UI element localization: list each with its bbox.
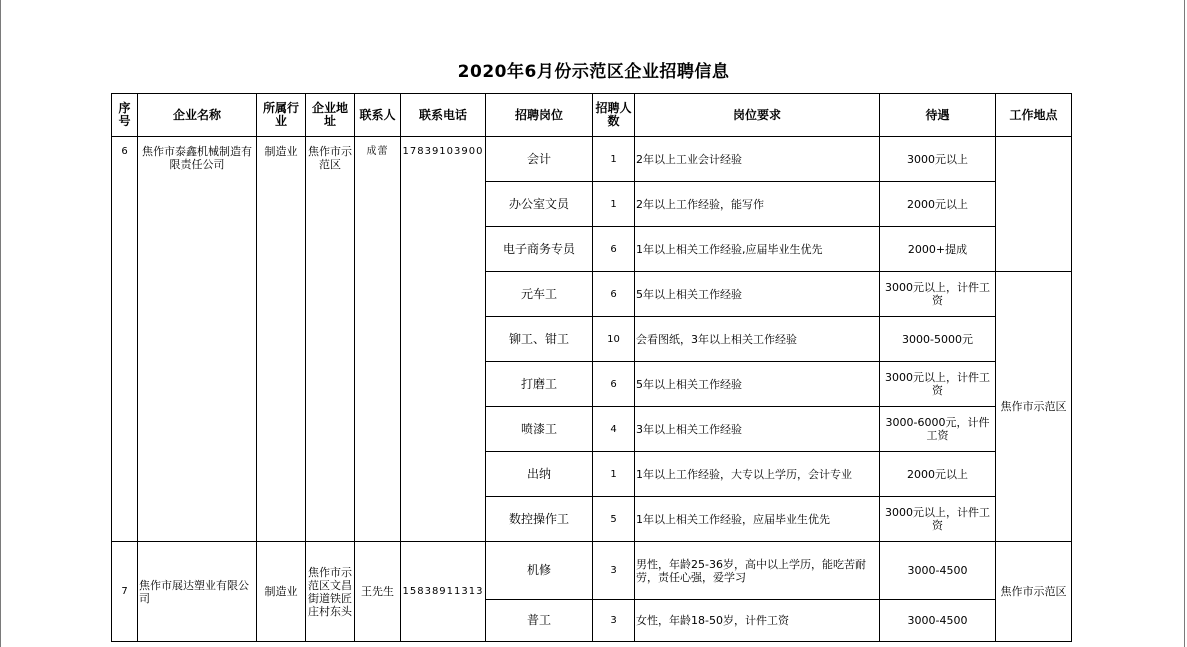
job-requirement: 3年以上相关工作经验 [635,407,880,452]
job-requirement: 2年以上工业会计经验 [635,137,880,182]
company1-location-blank [996,137,1072,272]
header-seq: 序号 [112,94,138,137]
job-count: 10 [593,317,635,362]
company1-contact: 成蕾 [355,137,401,542]
job-position: 铆工、钳工 [486,317,593,362]
job-salary: 3000-5000元 [880,317,996,362]
job-requirement: 会看图纸，3年以上相关工作经验 [635,317,880,362]
company1-location: 焦作市示范区 [996,272,1072,542]
company1-phone: 17839103900 [401,137,486,542]
job-requirement: 2年以上工作经验，能写作 [635,182,880,227]
job-salary: 3000-4500 [880,600,996,642]
job-salary: 2000+提成 [880,227,996,272]
header-position: 招聘岗位 [486,94,593,137]
company1-industry: 制造业 [257,137,306,542]
company1-seq: 6 [112,137,138,542]
job-requirement: 5年以上相关工作经验 [635,362,880,407]
job-count: 6 [593,362,635,407]
job-requirement: 男性，年龄25-36岁，高中以上学历，能吃苦耐劳，责任心强，爱学习 [635,542,880,600]
company2-location: 焦作市示范区 [996,542,1072,642]
job-requirement: 1年以上相关工作经验,应届毕业生优先 [635,227,880,272]
header-row [112,94,1072,137]
header-address: 企业地址 [306,94,355,137]
table-row [112,542,1072,600]
job-count: 1 [593,452,635,497]
header-industry: 所属行业 [257,94,306,137]
job-salary: 3000元以上 [880,137,996,182]
company2-contact: 王先生 [355,542,401,642]
job-salary: 3000元以上，计件工资 [880,362,996,407]
frame-left-border [0,0,1,647]
frame-right-border [1184,0,1185,647]
job-salary: 2000元以上 [880,182,996,227]
company2-phone: 15838911313 [401,542,486,642]
job-position: 机修 [486,542,593,600]
job-count: 5 [593,497,635,542]
page-title: 2020年6月份示范区企业招聘信息 [457,62,730,82]
job-position: 数控操作工 [486,497,593,542]
job-position: 元车工 [486,272,593,317]
company2-address: 焦作市示范区文昌街道铁匠庄村东头 [306,542,355,642]
header-phone: 联系电话 [401,94,486,137]
job-salary: 3000-4500 [880,542,996,600]
job-count: 1 [593,137,635,182]
job-position: 会计 [486,137,593,182]
job-requirement: 5年以上相关工作经验 [635,272,880,317]
job-salary: 3000元以上，计件工资 [880,272,996,317]
job-salary: 2000元以上 [880,452,996,497]
company1-address: 焦作市示范区 [306,137,355,542]
header-company: 企业名称 [138,94,257,137]
job-requirement: 女性，年龄18-50岁，计件工资 [635,600,880,642]
header-count: 招聘人数 [593,94,635,137]
job-position: 喷漆工 [486,407,593,452]
header-contact: 联系人 [355,94,401,137]
company2-industry: 制造业 [257,542,306,642]
job-position: 打磨工 [486,362,593,407]
job-position: 出纳 [486,452,593,497]
job-position: 办公室文员 [486,182,593,227]
job-count: 6 [593,227,635,272]
header-salary: 待遇 [880,94,996,137]
job-position: 电子商务专员 [486,227,593,272]
job-position: 普工 [486,600,593,642]
company2-seq: 7 [112,542,138,642]
header-location: 工作地点 [996,94,1072,137]
company2-name: 焦作市展达塑业有限公司 [138,542,257,642]
job-count: 6 [593,272,635,317]
job-count: 3 [593,542,635,600]
job-requirement: 1年以上相关工作经验，应届毕业生优先 [635,497,880,542]
header-requirement: 岗位要求 [635,94,880,137]
job-salary: 3000-6000元，计件工资 [880,407,996,452]
job-salary: 3000元以上，计件工资 [880,497,996,542]
job-count: 3 [593,600,635,642]
company1-name: 焦作市泰鑫机械制造有限责任公司 [138,137,257,542]
job-count: 1 [593,182,635,227]
table-row [112,137,1072,182]
recruitment-table [111,93,1072,642]
job-requirement: 1年以上工作经验，大专以上学历，会计专业 [635,452,880,497]
job-count: 4 [593,407,635,452]
